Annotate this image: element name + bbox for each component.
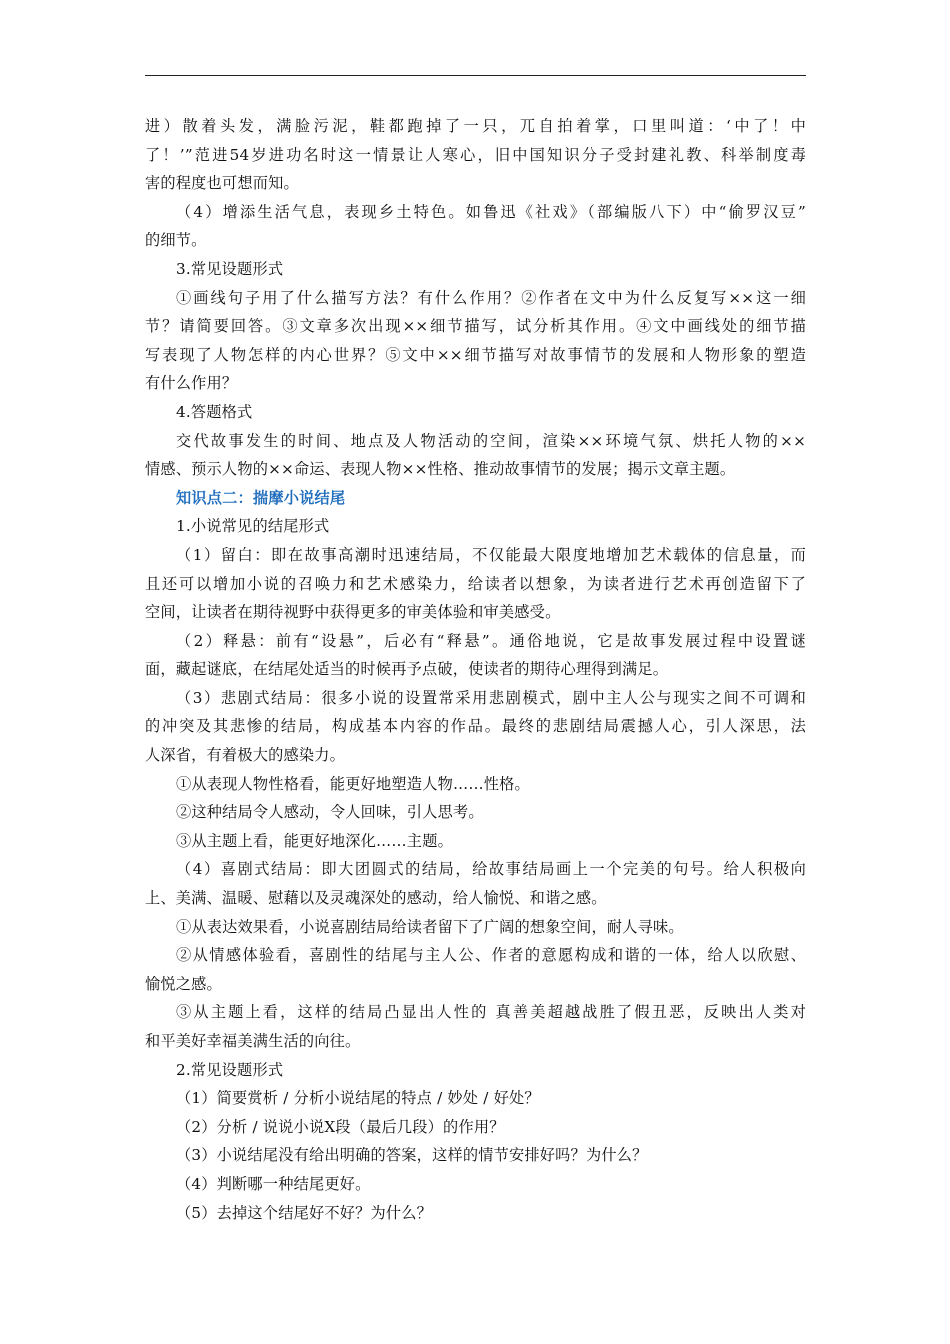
section-heading: 4.答题格式 — [176, 402, 253, 421]
list-item: ③从主题上看，这样的结局凸显出人性的 真善美超越战胜了假丑恶，反映出人类对 — [176, 1003, 806, 1022]
paragraph-line: 的细节。 — [145, 231, 207, 250]
list-item: （1）简要赏析 / 分析小说结尾的特点 / 妙处 / 好处？ — [176, 1089, 540, 1108]
document-body — [145, 112, 806, 1227]
paragraph-line: 上、美满、温暖、慰藉以及灵魂深处的感动，给人愉悦、和谐之感。 — [145, 889, 607, 908]
list-item: （2）分析 / 说说小说X段（最后几段）的作用？ — [176, 1117, 505, 1136]
paragraph-line: （2）释悬：前有“设悬”，后必有“释悬”。通俗地说，它是故事发展过程中设置谜 — [176, 631, 806, 650]
list-item: （3）小说结尾没有给出明确的答案，这样的情节安排好吗？为什么？ — [176, 1146, 648, 1165]
section-heading: 3.常见设题形式 — [176, 259, 284, 278]
paragraph-line: 情感、预示人物的××命运、表现人物××性格、推动故事情节的发展；揭示文章主题。 — [145, 460, 736, 479]
paragraph-line: 有什么作用？ — [145, 374, 238, 393]
paragraph-line: （3）悲剧式结局：很多小说的设置常采用悲剧模式，剧中主人公与现实之间不可调和 — [176, 688, 806, 707]
paragraph-line: 交代故事发生的时间、地点及人物活动的空间，渲染××环境气氛、烘托人物的×× — [176, 431, 806, 450]
paragraph-line: 愉悦之感。 — [145, 974, 222, 993]
knowledge-point-heading: 知识点二：揣摩小说结尾 — [176, 488, 346, 507]
list-item: ③从主题上看，能更好地深化……主题。 — [176, 831, 453, 850]
paragraph-line: ①画线句子用了什么描写方法？有什么作用？②作者在文中为什么反复写××这一细 — [176, 288, 806, 307]
paragraph-line: 进）散着头发，满脸污泥，鞋都跑掉了一只，兀自拍着掌，口里叫道：‘中了！中 — [145, 117, 806, 135]
list-item: （5）去掉这个结尾好不好？为什么？ — [176, 1203, 433, 1222]
paragraph-line: 面，藏起谜底，在结尾处适当的时候再予点破，使读者的期待心理得到满足。 — [145, 660, 669, 679]
paragraph-line: 写表现了人物怎样的内心世界？⑤文中××细节描写对故事情节的发展和人物形象的塑造 — [145, 345, 806, 364]
header-rule — [145, 75, 806, 76]
paragraph-line: 了！’”范进54岁进功名时这一情景让人寒心，旧中国知识分子受封建礼教、科举制度毒 — [145, 145, 806, 164]
list-item: （4）判断哪一种结尾更好。 — [176, 1174, 371, 1193]
paragraph-line: 的冲突及其悲惨的结局，构成基本内容的作品。最终的悲剧结局震撼人心，引人深思，法 — [145, 717, 806, 736]
list-item: ②从情感体验看，喜剧性的结尾与主人公、作者的意愿构成和谐的一体，给人以欣慰、 — [176, 946, 806, 965]
paragraph-line: 节？请简要回答。③文章多次出现××细节描写，试分析其作用。④文中画线处的细节描 — [145, 317, 806, 336]
paragraph-line: 且还可以增加小说的召唤力和艺术感染力，给读者以想象，为读者进行艺术再创造留下了 — [145, 574, 806, 593]
paragraph-line: 和平美好幸福美满生活的向往。 — [145, 1032, 361, 1050]
list-item: ①从表达效果看，小说喜剧结局给读者留下了广阔的想象空间，耐人寻味。 — [176, 917, 684, 936]
paragraph-line: （4）喜剧式结局：即大团圆式的结局，给故事结局画上一个完美的句号。给人积极向 — [176, 860, 806, 879]
section-heading: 1.小说常见的结尾形式 — [176, 517, 330, 536]
paragraph-line: （4）增添生活气息，表现乡土特色。如鲁迅《社戏》（部编版八下）中“偷罗汉豆” — [176, 202, 806, 221]
section-heading: 2.常见设题形式 — [176, 1060, 284, 1079]
paragraph-line: 人深省，有着极大的感染力。 — [145, 746, 346, 765]
paragraph-line: （1）留白：即在故事高潮时迅速结局，不仅能最大限度地增加艺术载体的信息量，而 — [176, 545, 806, 564]
list-item: ②这种结局令人感动，令人回味，引人思考。 — [176, 803, 484, 822]
list-item: ①从表现人物性格看，能更好地塑造人物……性格。 — [176, 774, 530, 793]
paragraph-line: 空间，让读者在期待视野中获得更多的审美体验和审美感受。 — [145, 603, 561, 622]
paragraph-line: 害的程度也可想而知。 — [145, 174, 299, 193]
